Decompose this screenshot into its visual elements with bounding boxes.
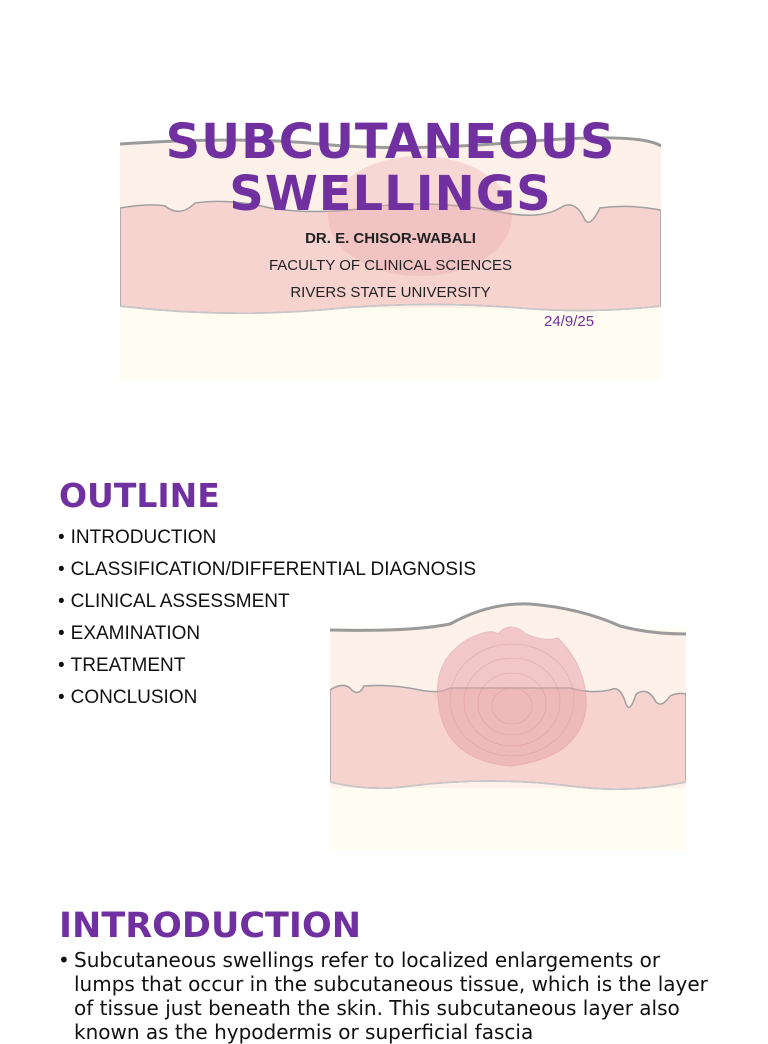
title-line-1: SUBCUTANEOUS	[165, 114, 616, 170]
list-item: • TREATMENT	[58, 654, 476, 686]
page-title	[120, 116, 661, 220]
swelling-illustration	[330, 598, 686, 850]
list-item: • CLINICAL ASSESSMENT	[58, 590, 476, 622]
introduction-paragraph: • Subcutaneous swellings refer to localized enlargements or lumps that occur in the subcutaneous tissue, which is the layer of tissue just beneath the skin. This subcutaneous layer also known as the hypodermis or superficial fascia	[58, 948, 718, 1044]
list-item: • EXAMINATION	[58, 622, 476, 654]
outline-heading: OUTLINE	[59, 476, 220, 515]
introduction-list	[58, 948, 718, 1044]
title-line-2: SWELLINGS	[229, 166, 552, 222]
faculty-name: FACULTY OF CLINICAL SCIENCES	[268, 257, 513, 274]
list-item: • CONCLUSION	[58, 686, 476, 718]
list-item: • CLASSIFICATION/DIFFERENTIAL DIAGNOSIS	[58, 558, 476, 590]
presenter-name: DR. E. CHISOR-WABALI	[305, 230, 476, 247]
university-name: RIVERS STATE UNIVERSITY	[290, 284, 491, 301]
title-slide	[120, 108, 661, 380]
list-item: • INTRODUCTION	[58, 526, 476, 558]
presenter-block	[120, 230, 661, 311]
introduction-heading: INTRODUCTION	[59, 906, 361, 946]
slide-date: 24/9/25	[544, 313, 595, 330]
